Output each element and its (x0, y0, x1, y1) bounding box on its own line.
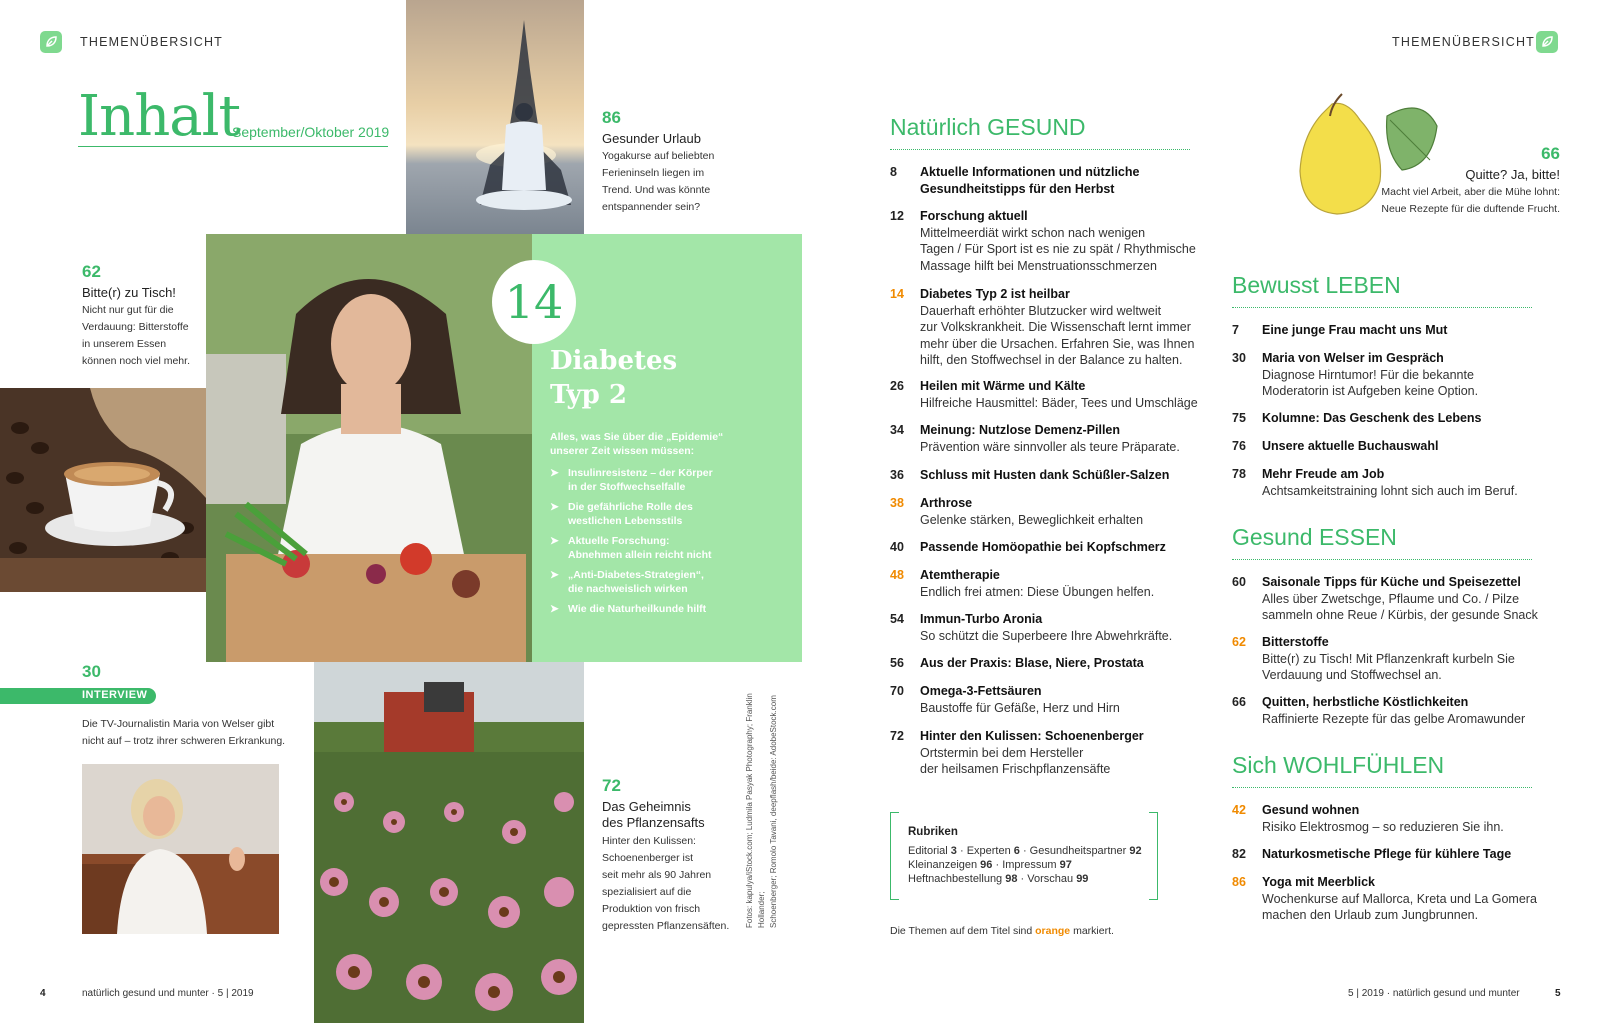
toc-entry-title: Eine junge Frau macht uns Mut (1262, 323, 1448, 337)
toc-page-number: 26 (890, 379, 904, 393)
toc-page-number: 14 (890, 287, 904, 301)
toc-page-number: 40 (890, 540, 904, 554)
title-rule (78, 146, 388, 147)
woman-vegetables-image (206, 234, 532, 662)
toc-page-number: 34 (890, 423, 904, 437)
toc-entry-description: Tagen / Für Sport ist es nie zu spät / Rhythmische (920, 242, 1196, 256)
teaser-62-number: 62 (82, 262, 101, 281)
interview-photo[interactable] (82, 764, 279, 934)
teaser-86-number: 86 (602, 108, 621, 127)
toc-entry-title: Gesund wohnen (1262, 803, 1360, 817)
toc-entry-title: Quitten, herbstliche Köstlichkeiten (1262, 695, 1469, 709)
toc-entry-title: Hinter den Kulissen: Schoenenberger (920, 729, 1144, 743)
toc-page-number: 56 (890, 656, 904, 670)
toc-section-heading: Gesund ESSEN (1232, 524, 1397, 550)
toc-entry-title: Passende Homöopathie bei Kopfschmerz (920, 540, 1166, 554)
cover-bullet: ➤ Aktuelle Forschung: Abnehmen allein reicht nicht (550, 535, 712, 561)
toc-entry-title: Atemtherapie (920, 568, 1000, 582)
toc-entry-description: der heilsamen Frischpflanzensäfte (920, 762, 1111, 776)
toc-page-number: 42 (1232, 803, 1246, 817)
toc-page-number: 38 (890, 496, 904, 510)
toc-entry-title: Maria von Welser im Gespräch (1262, 351, 1444, 365)
cover-bullet: ➤ Die gefährliche Rolle des westlichen Lebensstils (550, 501, 693, 527)
toc-entry-title: Aktuelle Informationen und nützliche (920, 165, 1140, 179)
toc-page-number: 82 (1232, 847, 1246, 861)
toc-entry-description: Raffinierte Rezepte für das gelbe Aromawunder (1262, 711, 1526, 726)
toc-page-number: 12 (890, 209, 904, 223)
toc-entry-description: Moderatorin ist Aufgeben keine Option. (1262, 384, 1479, 398)
toc-entry-title: Immun-Turbo Aronia (920, 612, 1043, 626)
interview-badge (0, 688, 156, 704)
teaser-86[interactable] (602, 108, 714, 216)
page-title: Inhalt (78, 84, 241, 149)
toc-entry-description: So schützt die Superbeere Ihre Abwehrkräfte. (920, 628, 1173, 643)
toc-entry-description: sammeln ohne Reue / Kürbis, der gesunde Snack (1262, 608, 1538, 622)
issue-date: September/Oktober 2019 (232, 124, 390, 140)
teaser-62-body: Nicht nur gut für die Verdauung: Bitterstoffe in unserem Essen können noch viel mehr. (82, 304, 190, 367)
photo-credits: Fotos: kapulya/iStock.com; Ludmila Pasyak Photography; Franklin Hollander; Schoenberger; Romolo Tavani, deepflash/beide: AdobeStock.com (745, 693, 778, 928)
leaf-icon (40, 31, 62, 53)
toc-page-number: 48 (890, 568, 904, 582)
cover-bullet: ➤ „Anti-Diabetes-Strategien“, die nachweislich wirken (550, 569, 704, 595)
interview-label: INTERVIEW (82, 689, 148, 701)
toc-entry-description: Risiko Elektrosmog – so reduzieren Sie ihn. (1262, 819, 1504, 834)
toc-page-number: 54 (890, 612, 904, 626)
coffee-image (0, 388, 206, 592)
teaser-86-body: Yogakurse auf beliebten Ferieninseln liegen im Trend. Und was könnte entspannender sein? (602, 150, 715, 213)
toc-entry-description: Achtsamkeitstraining lohnt sich auch im Beruf. (1262, 483, 1518, 498)
toc-entry-description: Mittelmeerdiät wirkt schon nach wenigen (920, 225, 1146, 240)
teaser-72[interactable] (602, 776, 729, 935)
toc-section-heading: Sich WOHLFÜHLEN (1232, 752, 1445, 778)
toc-entry-description: hilft, den Stoffwechsel in der Balance zu halten. (920, 353, 1183, 367)
rubriken-list (908, 844, 1142, 886)
teaser-66[interactable] (1381, 144, 1560, 218)
toc-entry-description: Wochenkurse auf Mallorca, Kreta und La Gomera (1262, 891, 1537, 906)
footer-page-number-right: 5 (1555, 988, 1561, 999)
toc-entry-title: Diabetes Typ 2 ist heilbar (920, 287, 1070, 301)
yoga-image (406, 0, 584, 234)
toc-entry-description: Hilfreiche Hausmittel: Bäder, Tees und Umschläge (920, 395, 1198, 410)
leaf-icon (1536, 31, 1558, 53)
toc-entry-title: Heilen mit Wärme und Kälte (920, 379, 1086, 393)
toc-entry-title: Meinung: Nutzlose Demenz-Pillen (920, 423, 1121, 437)
cover-bullet: ➤ Insulinresistenz – der Körper in der Stoffwechselfalle (550, 467, 713, 493)
toc-page-number: 60 (1232, 575, 1246, 589)
toc-section-rule (1232, 559, 1532, 560)
diabetes-panel[interactable] (504, 234, 802, 662)
teaser-66-body: Macht viel Arbeit, aber die Mühe lohnt: Neue Rezepte für die duftende Frucht. (1381, 186, 1560, 215)
cover-bullet: ➤ Wie die Naturheilkunde hilft (550, 603, 707, 615)
orange-note: Die Themen auf dem Titel sind orange markiert. (890, 925, 1114, 937)
toc-entry-description: mehr über die Ursachen. Erfahren Sie, was Ihnen (920, 336, 1195, 351)
toc-entry-description: Gelenke stärken, Beweglichkeit erhalten (920, 512, 1144, 527)
toc-entry-description: Prävention wäre sinnvoller als teure Präparate. (920, 439, 1180, 454)
toc-entry-description: Dauerhaft erhöhter Blutzucker wird weltweit (920, 303, 1162, 318)
toc-entry-title: Gesundheitstipps für den Herbst (920, 181, 1115, 196)
toc-page-number: 76 (1232, 439, 1246, 453)
teaser-30-number: 30 (82, 662, 101, 681)
toc-entry-title: Arthrose (920, 496, 973, 510)
teaser-72-body: Hinter den Kulissen: Schoenenberger ist seit mehr als 90 Jahren spezialisiert auf die Produktion von frisch gepressten Pflanzensäften. (602, 835, 730, 932)
toc-page-number: 70 (890, 684, 904, 698)
toc-entry-description: Diagnose Hirntumor! Für die bekannte (1262, 367, 1474, 382)
toc-entry-description: Verdauung und Stoffwechsel an. (1262, 668, 1442, 682)
footer-text-right: 5 | 2019 · natürlich gesund und munter (1348, 988, 1520, 999)
section-label-right: THEMENÜBERSICHT (1392, 35, 1536, 49)
toc-entry-description: Ortstermin bei dem Hersteller (920, 745, 1084, 760)
toc-entry-title: Mehr Freude am Job (1262, 467, 1385, 481)
teaser-62[interactable] (82, 262, 190, 370)
toc-section-rule (890, 149, 1190, 150)
toc-entry-title: Schluss mit Husten dank Schüßler-Salzen (920, 468, 1170, 482)
toc-entry-title: Yoga mit Meerblick (1262, 875, 1375, 889)
cover-number-badge (492, 260, 576, 344)
toc-section-heading: Bewusst LEBEN (1232, 272, 1401, 298)
footer-text-left: natürlich gesund und munter · 5 | 2019 (82, 988, 254, 999)
rubriken-line-1: Editorial 3 · Experten 6 · Gesundheitspartner 92 (908, 845, 1142, 857)
toc-page-number: 78 (1232, 467, 1246, 481)
teaser-72-number: 72 (602, 776, 621, 795)
toc-entry-title: Bitterstoffe (1262, 635, 1329, 649)
toc-page-number: 36 (890, 468, 904, 482)
toc-section-heading: Natürlich GESUND (890, 114, 1086, 140)
toc-page-number: 30 (1232, 351, 1246, 365)
toc-entry-title: Saisonale Tipps für Küche und Speisezettel (1262, 575, 1521, 589)
toc-page-number: 8 (890, 165, 897, 179)
toc-entry-description: Baustoffe für Gefäße, Herz und Hirn (920, 700, 1120, 715)
toc-entry-description: Bitte(r) zu Tisch! Mit Pflanzenkraft kurbeln Sie (1262, 651, 1515, 666)
teaser-72-title: Das Geheimnis des Pflanzensafts (602, 799, 705, 830)
toc-section-rule (1232, 787, 1532, 788)
footer-page-number-left: 4 (40, 988, 46, 999)
rubriken-title: Rubriken (908, 826, 958, 838)
toc-entry-title: Naturkosmetische Pflege für kühlere Tage (1262, 847, 1512, 861)
rubriken-line-3: Heftnachbestellung 98 · Vorschau 99 (908, 873, 1089, 885)
toc-page-number: 72 (890, 729, 904, 743)
cover-number: 14 (504, 275, 564, 329)
toc-page-number: 7 (1232, 323, 1239, 337)
harvest-image (314, 662, 584, 1023)
toc-page-number: 86 (1232, 875, 1246, 889)
cover-title: Diabetes Typ 2 (550, 346, 678, 410)
toc-entry-description: machen den Urlaub zum Jungbrunnen. (1262, 908, 1479, 922)
rubriken-line-2: Kleinanzeigen 96 · Impressum 97 (908, 859, 1072, 871)
toc-entry-title: Aus der Praxis: Blase, Niere, Prostata (920, 656, 1144, 670)
toc-entry-title: Omega-3-Fettsäuren (920, 684, 1042, 698)
toc-entry-description: Endlich frei atmen: Diese Übungen helfen. (920, 584, 1155, 599)
toc-page-number: 62 (1232, 635, 1246, 649)
toc-section-rule (1232, 307, 1532, 308)
toc-page-number: 75 (1232, 411, 1246, 425)
section-label-left: THEMENÜBERSICHT (80, 35, 224, 49)
toc-entry-title: Unsere aktuelle Buchauswahl (1262, 439, 1439, 453)
teaser-86-title: Gesunder Urlaub (602, 131, 701, 146)
teaser-66-number: 66 (1541, 144, 1560, 163)
teaser-62-title: Bitte(r) zu Tisch! (82, 285, 176, 300)
toc-entry-title: Kolumne: Das Geschenk des Lebens (1262, 411, 1482, 425)
toc-entry-description: Massage hilft bei Menstruationsschmerzen (920, 258, 1157, 273)
teaser-30-body: Die TV-Journalistin Maria von Welser gibt nicht auf – trotz ihrer schweren Erkrankung. (82, 718, 286, 747)
teaser-66-title: Quitte? Ja, bitte! (1465, 167, 1560, 182)
toc-page-number: 66 (1232, 695, 1246, 709)
cover-intro: Alles, was Sie über die „Epidemie“ unserer Zeit wissen müssen: (550, 431, 724, 457)
toc-entry-description: zur Volkskrankheit. Die Wissenschaft lernt immer (920, 320, 1191, 334)
rubriken-box (890, 812, 1158, 898)
toc-entry-title: Forschung aktuell (920, 209, 1028, 223)
cover-bullet-list (550, 466, 790, 622)
toc-entry-description: Alles über Zwetschge, Pflaume und Co. / Pilze (1262, 591, 1520, 606)
